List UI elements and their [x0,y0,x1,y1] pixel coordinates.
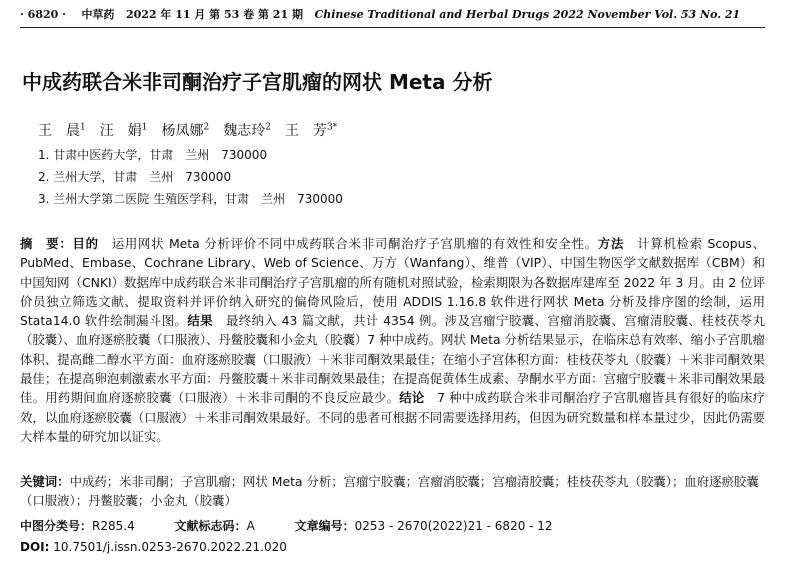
keywords-text: 中成药；米非司酮；子宫肌瘤；网状 Meta 分析；宫瘤宁胶囊；宫瘤消胶囊；宫瘤清胶囊；桂枝茯苓丸（胶囊）；血府逐瘀胶囊（口服液）；丹鳖胶囊；小金丸（胶囊） [20,474,759,509]
author: 王 晨$^1$ [38,122,86,139]
header-rule [20,27,765,28]
author: 魏志玲$^2$ [223,122,271,139]
objective-text: 运用网状 Meta 分析评价不同中成药联合米非司酮治疗子宫肌瘤的有效性和安全性。 [98,236,598,251]
results-label: 结果 [187,313,214,329]
clc-label: 中图分类号： [20,519,93,533]
article-title: 中成药联合米非司酮治疗子宫肌瘤的网状 Meta 分析 [22,70,493,94]
journal-name-cn: 中草药 [81,8,115,21]
conclusion-text: 7 种中成药联合米非司酮治疗子宫肌瘤皆具有很好的临床疗效，以血府逐瘀胶囊（口服液）＋米非司酮效果最好。不同的患者可根据不同需要选择用药，但因为研究数量和样本量过少，因此仍需要大样本量的研究加以证实。 [20,390,766,444]
abstract-label: 摘 要： [20,236,73,251]
doi-value[interactable]: 10.7501/j.issn.0253-2670.2022.21.020 [49,540,287,554]
author-list [38,120,351,140]
methods-text: 计算机检索 Scopus、PubMed、Embase、Cochrane Library、Web of Science、万方（Wanfang）、维普（VIP）、中国生物医学文献数据库（CBM）和中国知网（CNKI）数据库中成药联合米非司酮治疗子宫肌瘤的所有随机对照试验，检索期限为各数据库建库至 2022 年 3 月。由 2 位评价员独立筛选文献、提取资料并评价纳入研究的偏倚风险后，使用 ADDIS 1.16.8 软件进行网状 Meta 分析及排序图的绘制，运用 Stata14.0 软件绘制漏斗图。 [20,236,766,329]
affiliation: 3. 兰州大学第二医院 生殖医学科，甘肃 兰州 730000 [38,192,343,206]
journal-name-en: Chinese Traditional and Herbal Drugs 2022 November Vol. 53 No. 21 [314,8,741,21]
author: 王 芳$^{3*}$ [284,122,338,139]
doi [20,540,287,554]
running-header [20,8,765,22]
conclusion-label: 结论 [399,390,425,406]
doc-code-label: 文献标志码： [174,519,247,533]
author: 汪 娟$^1$ [99,122,148,139]
classification-info [20,517,553,534]
article-number-value: 0253 - 2670(2022)21 - 6820 - 12 [354,519,553,533]
affiliation: 1. 甘肃中医药大学，甘肃 兰州 730000 [38,148,268,162]
objective-label: 目的 [72,236,99,251]
doc-code-value: A [246,519,255,533]
doi-label: DOI: [20,540,50,554]
keywords-label: 关键词： [20,474,70,489]
clc-value: R285.4 [92,519,135,533]
article-number-label: 文章编号： [294,519,355,533]
results-text: 最终纳入 43 篇文献，共计 4354 例。涉及宫瘤宁胶囊、宫瘤消胶囊、宫瘤清胶囊、桂枝茯苓丸（胶囊）、血府逐瘀胶囊（口服液）、丹鳖胶囊和小金丸（胶囊）7 种中成药。网状 Meta 分析结果显示，在临床总有效率、缩小子宫肌瘤体积、提高雌二醇水平方面：血府逐瘀胶囊（口服液）＋米非司酮效果最佳；在缩小子宫体积方面：桂枝茯苓丸（胶囊）＋米非司酮效果最佳；在提高卵泡刺激素水平方面：丹鳖胶囊＋米非司酮效果最佳；在提高促黄体生成素、孕酮水平方面：宫瘤宁胶囊＋米非司酮效果最佳。用药期间血府逐瘀胶囊（口服液）＋米非司酮的不良反应最少。 [20,313,766,406]
issue-cn: 2022 年 11 月 第 53 卷 第 21 期 [125,8,303,21]
author: 杨凤娜$^2$ [161,122,210,139]
affiliation: 2. 兰州大学，甘肃 兰州 730000 [38,170,232,184]
keywords [20,472,765,511]
page-number: · 6820 · [20,8,66,21]
methods-label: 方法 [597,236,625,251]
abstract [20,234,765,446]
